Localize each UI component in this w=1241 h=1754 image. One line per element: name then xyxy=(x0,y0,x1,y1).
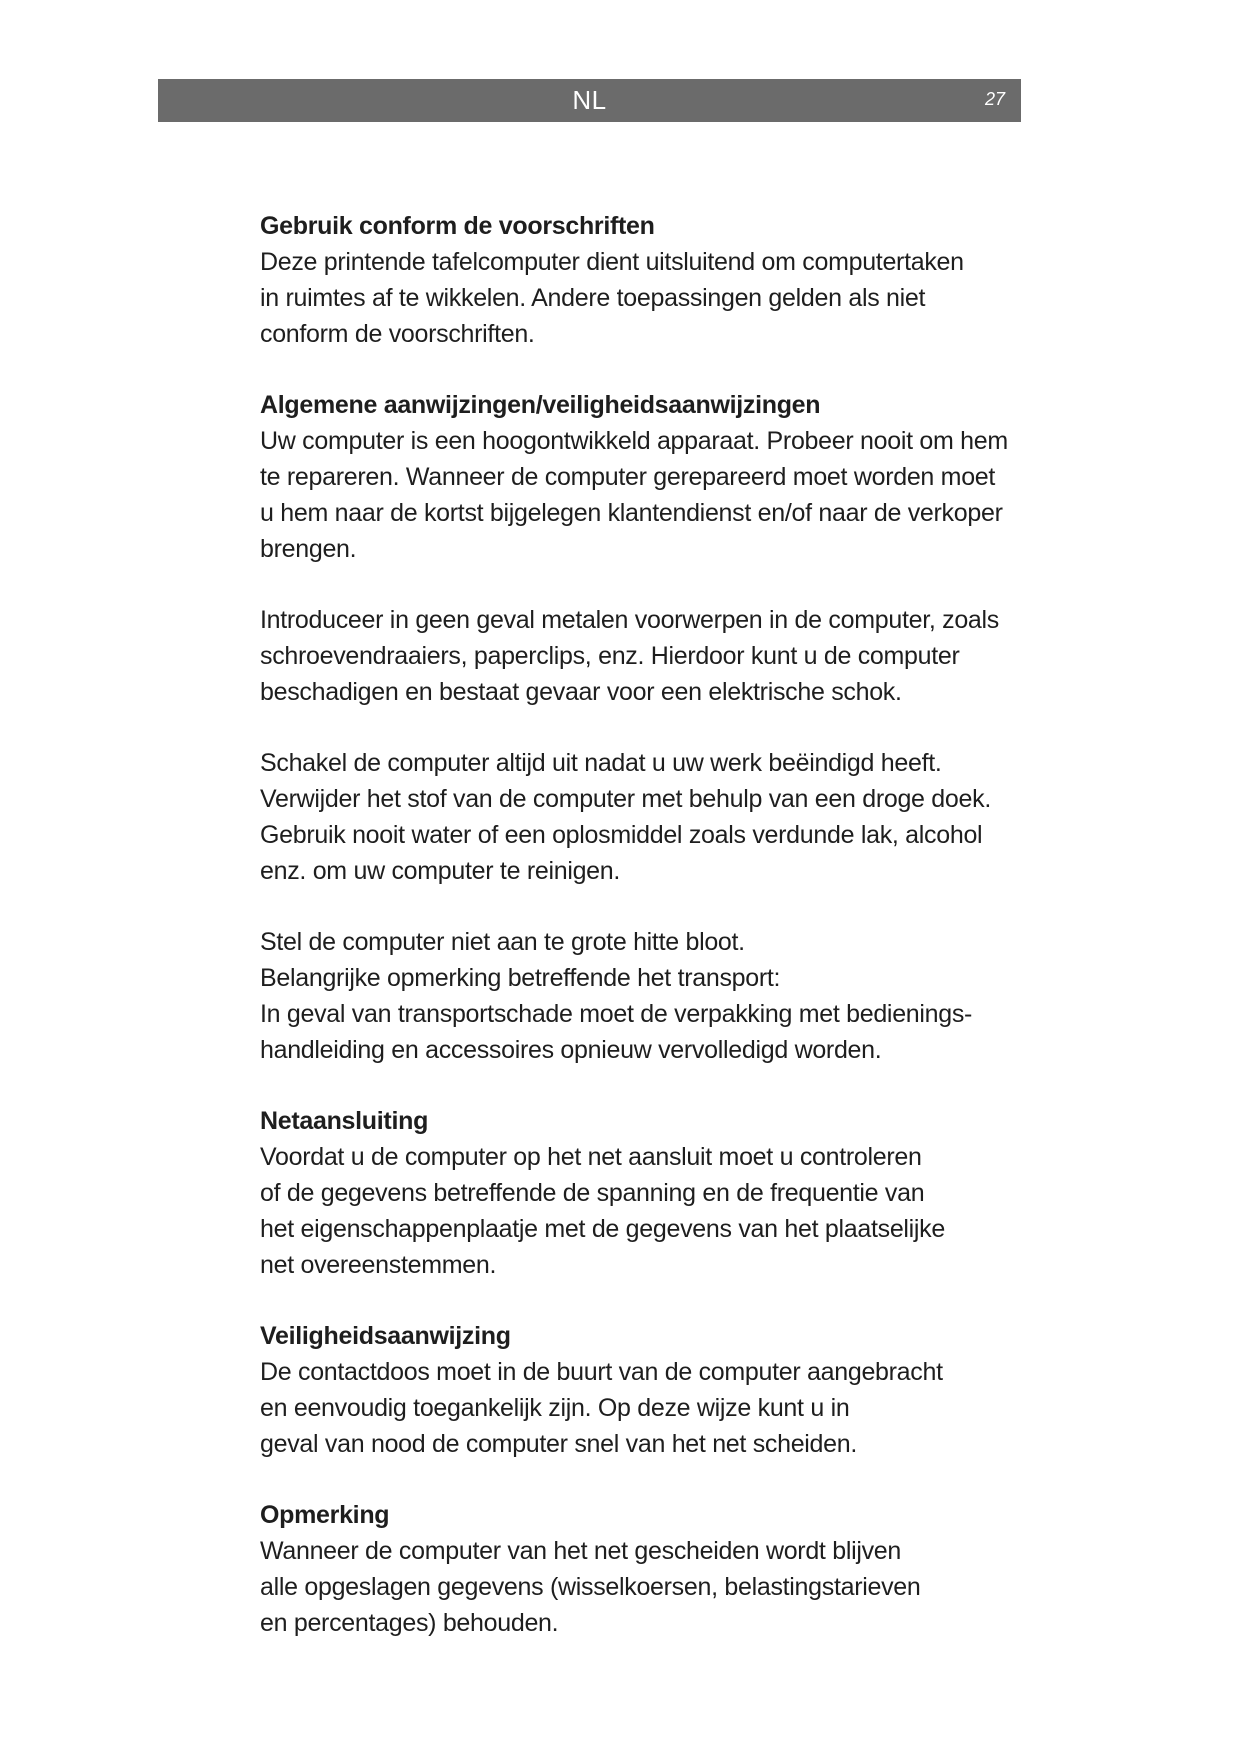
section-heading: Netaansluiting xyxy=(260,1107,429,1135)
section-safety-note xyxy=(260,1318,1040,1462)
section-heading: Algemene aanwijzingen/veiligheidsaanwijzingen xyxy=(260,391,821,419)
section-general-safety xyxy=(260,387,1040,567)
section-paragraph: Schakel de computer altijd uit nadat u uw werk beëindigd heeft. Verwijder het stof van de computer met behulp van een droge doek. Gebruik nooit water of een oplosmiddel zoals verdunde lak, alcohol enz. om uw computer te reinigen. xyxy=(260,749,991,885)
language-label: NL xyxy=(572,85,607,115)
section-heading: Veiligheidsaanwijzing xyxy=(260,1322,511,1350)
section-heading: Opmerking xyxy=(260,1501,390,1529)
page-number: 27 xyxy=(984,89,1005,109)
section-paragraph: Introduceer in geen geval metalen voorwerpen in de computer, zoals schroevendraaiers, paperclips, enz. Hierdoor kunt u de computer beschadigen en bestaat gevaar voor een elektrische schok. xyxy=(260,606,999,706)
section-paragraph: Stel de computer niet aan te grote hitte bloot. Belangrijke opmerking betreffende het transport: In geval van transportschade moet de verpakking met bedienings- handleiding en accessoires opnieuw vervolledigd worden. xyxy=(260,928,973,1064)
section-paragraph: Voordat u de computer op het net aansluit moet u controleren of de gegevens betreffende de spanning en de frequentie van het eigenschappenplaatje met de gegevens van het plaatselijke net overeenstemmen. xyxy=(260,1143,945,1279)
section-metal-objects xyxy=(260,602,1040,710)
section-cleaning xyxy=(260,745,1040,889)
document-body xyxy=(260,208,1040,1676)
section-intended-use xyxy=(260,208,1040,352)
section-paragraph: Deze printende tafelcomputer dient uitsluitend om computertaken in ruimtes af te wikkelen. Andere toepassingen gelden als niet conform de voorschriften. xyxy=(260,248,964,348)
section-paragraph: Uw computer is een hoogontwikkeld apparaat. Probeer nooit om hem te repareren. Wanneer de computer gerepareerd moet worden moet u hem naar de kortst bijgelegen klantendienst en/of naar de verkoper brengen. xyxy=(260,427,1008,563)
section-paragraph: Wanneer de computer van het net gescheiden wordt blijven alle opgeslagen gegevens (wisselkoersen, belastingstarieven en percentages) behouden. xyxy=(260,1537,921,1637)
section-remark xyxy=(260,1497,1040,1641)
page-header-bar xyxy=(158,79,1021,122)
section-transport xyxy=(260,924,1040,1068)
section-mains-connection xyxy=(260,1103,1040,1283)
section-paragraph: De contactdoos moet in de buurt van de computer aangebracht en eenvoudig toegankelijk zijn. Op deze wijze kunt u in geval van nood de computer snel van het net scheiden. xyxy=(260,1358,943,1458)
section-heading: Gebruik conform de voorschriften xyxy=(260,212,655,240)
